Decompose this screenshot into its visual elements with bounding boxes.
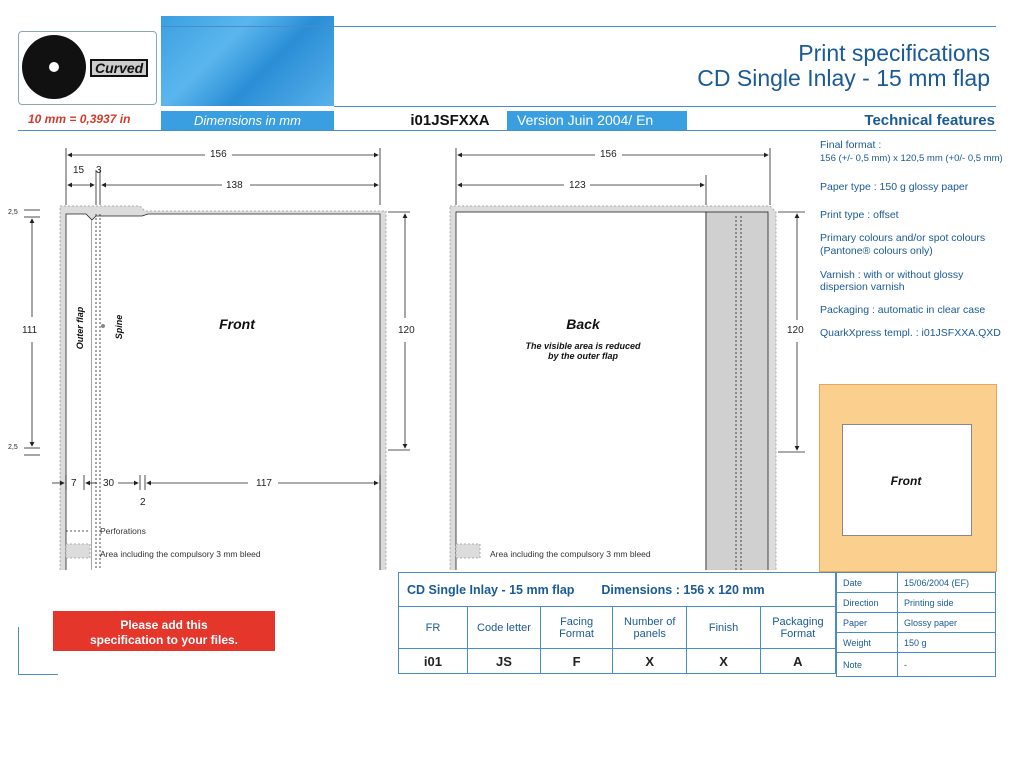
value-number-of-panels: X: [613, 649, 687, 674]
front-panel-width: 138: [226, 180, 243, 191]
header-bottom-rule: [334, 106, 996, 107]
bleed-top: 2,5: [8, 209, 18, 216]
unit-conversion: 10 mm = 0,3937 in: [28, 112, 131, 126]
feature-varnish-note: dispersion varnish: [820, 281, 905, 293]
legend-perforations: Perforations: [100, 526, 146, 536]
page-subtitle: CD Single Inlay - 15 mm flap: [697, 65, 990, 91]
meta-label-note: Note: [837, 653, 898, 677]
dimension-diagrams: [0, 130, 820, 570]
spine-label: Spine: [114, 314, 124, 340]
spec-dimensions: Dimensions : 156 x 120 mm: [601, 582, 765, 597]
preview-front-label: Front: [890, 474, 922, 488]
front-label: Front: [219, 316, 255, 332]
meta-value-weight: 150 g: [897, 633, 995, 653]
back-width-total: 156: [600, 149, 617, 160]
bleed-bottom: 2,5: [8, 444, 18, 451]
meta-value-direction: Printing side: [897, 593, 995, 613]
dimensions-label: Dimensions in mm: [161, 111, 334, 130]
feature-print-type: Print type : offset: [820, 209, 899, 221]
cta-line1: Please add this: [120, 617, 208, 632]
meta-label-weight: Weight: [837, 633, 898, 653]
header-top-rule: [161, 26, 996, 27]
add-specification-button[interactable]: [53, 611, 275, 651]
bottom-dim-7: 7: [71, 478, 77, 489]
cta-line2: specification to your files.: [89, 632, 239, 647]
meta-label-direction: Direction: [837, 593, 898, 613]
meta-table: [836, 572, 996, 677]
header-code-letter: Code letter: [467, 607, 540, 649]
meta-value-date: 15/06/2004 (EF): [897, 573, 995, 593]
header-packaging-format: Packaging Format: [760, 607, 835, 649]
feature-final-format-value: 156 (+/- 0,5 mm) x 120,5 mm (+0/- 0,5 mm): [820, 153, 1003, 164]
technical-features-heading: Technical features: [864, 112, 995, 129]
outer-flap-label: Outer flap: [75, 306, 85, 350]
page-title: Print specifications: [798, 40, 990, 66]
feature-template: QuarkXpress templ. : i01JSFXXA.QXD: [820, 327, 1001, 339]
bottom-dim-2: 2: [140, 497, 146, 508]
front-width-total: 156: [210, 149, 227, 160]
value-facing-format: F: [541, 649, 613, 674]
header-number-of-panels: Number of panels: [613, 607, 687, 649]
frame-bottom-rule: [18, 674, 58, 675]
front-height-left: 111: [22, 325, 38, 336]
back-note-line1: The visible area is reduced: [525, 341, 641, 351]
spec-product: CD Single Inlay - 15 mm flap: [407, 582, 575, 597]
value-packaging-format: A: [760, 649, 835, 674]
value-fr: i01: [399, 649, 468, 674]
feature-varnish: Varnish : with or without glossy: [820, 269, 964, 281]
logo-text: Curved: [90, 59, 148, 77]
legend-bleed-back: Area including the compulsory 3 mm bleed: [490, 549, 651, 559]
header-color-block: [161, 16, 334, 106]
feature-colours: Primary colours and/or spot colours: [820, 232, 986, 244]
feature-colours-note: (Pantone® colours only): [820, 245, 933, 257]
header-finish: Finish: [687, 607, 760, 649]
bottom-dim-117: 117: [256, 478, 272, 489]
value-code-letter: JS: [467, 649, 540, 674]
feature-final-format: Final format :: [820, 139, 882, 151]
back-height: 120: [787, 325, 804, 336]
bottom-dim-30: 30: [103, 478, 115, 489]
version-label: Version Juin 2004/ En: [507, 111, 687, 130]
value-finish: X: [687, 649, 760, 674]
legend-bleed-front: Area including the compulsory 3 mm bleed: [100, 549, 261, 559]
reference-code: i01JSFXXA: [410, 112, 490, 129]
front-flap-width: 15: [73, 165, 85, 176]
spec-table: [398, 572, 836, 674]
meta-label-paper: Paper: [837, 613, 898, 633]
feature-packaging: Packaging : automatic in clear case: [820, 304, 986, 316]
header-facing-format: Facing Format: [541, 607, 613, 649]
meta-value-note: -: [897, 653, 995, 677]
back-label: Back: [566, 316, 600, 332]
frame-left-rule: [18, 627, 19, 674]
meta-value-paper: Glossy paper: [897, 613, 995, 633]
front-spine-width: 3: [96, 165, 102, 176]
feature-paper-type: Paper type : 150 g glossy paper: [820, 181, 969, 193]
back-visible-width: 123: [569, 180, 586, 191]
back-note-line2: by the outer flap: [547, 351, 618, 361]
front-height-right: 120: [398, 325, 415, 336]
meta-label-date: Date: [837, 573, 898, 593]
cd-logo-icon: [22, 35, 86, 99]
header-fr: FR: [399, 607, 468, 649]
